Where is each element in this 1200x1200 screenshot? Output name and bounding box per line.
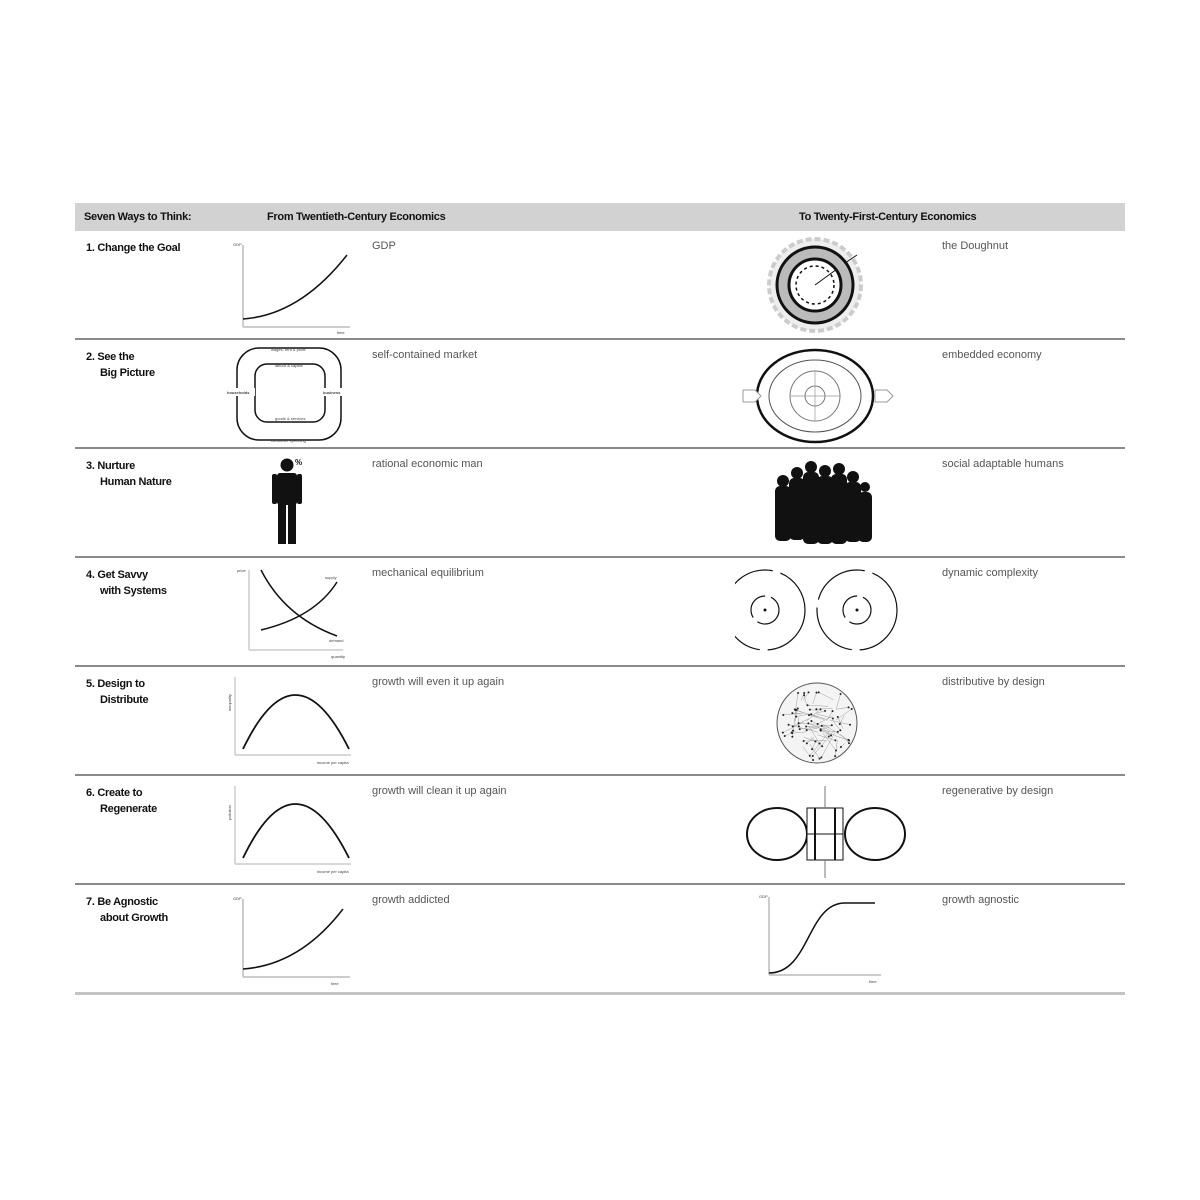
network-node: [809, 755, 811, 757]
network-node: [821, 745, 823, 747]
table-header: [75, 203, 1125, 231]
network-node: [851, 708, 853, 710]
bottom-inner-label: goods & services: [275, 416, 306, 421]
to-text: distributive by design: [942, 676, 1045, 688]
to-text: social adaptable humans: [942, 458, 1064, 470]
table-row: [75, 558, 1125, 667]
row-label: [86, 785, 157, 817]
network-node: [840, 746, 842, 748]
from-text: growth will even it up again: [372, 676, 505, 688]
network-node: [834, 739, 836, 741]
row-label: [86, 240, 180, 256]
network-node: [832, 710, 834, 712]
y-axis-label: price: [237, 568, 246, 573]
network-node: [792, 725, 794, 727]
x-axis-label: income per capita: [317, 760, 349, 765]
network-node: [812, 759, 814, 761]
table-row: [75, 340, 1125, 449]
to-text: embedded economy: [942, 349, 1042, 361]
y-axis-label: pollution: [227, 805, 232, 820]
network-node: [788, 724, 790, 726]
network-node: [792, 730, 794, 732]
network-node: [849, 724, 851, 726]
x-axis-label: time: [869, 979, 877, 984]
row-label-line2: Human Nature: [100, 476, 172, 488]
top-outer-label: wages, rent & profit: [271, 347, 306, 352]
network-node: [816, 692, 818, 694]
network-node: [848, 740, 850, 742]
row-label-line1: 2. See the: [86, 351, 135, 363]
network-node: [824, 710, 826, 712]
network-node: [807, 704, 809, 706]
row-label-line1: 7. Be Agnostic: [86, 896, 158, 908]
network-node: [820, 728, 822, 730]
embedded-economy-diagram: [735, 342, 925, 446]
feedback-loops-diagram: [735, 560, 925, 664]
network-node: [791, 732, 793, 734]
network-node: [819, 743, 821, 745]
business-label: business: [323, 390, 341, 395]
y-axis-label: inequality: [227, 694, 232, 711]
percent-symbol: %: [295, 458, 303, 467]
row-label-line1: 6. Create to: [86, 787, 143, 799]
supply-label: supply: [325, 575, 337, 580]
network-node: [808, 691, 810, 693]
network-node: [821, 725, 823, 727]
row-label-line2: with Systems: [100, 585, 167, 597]
network-node: [799, 728, 801, 730]
row-label-line1: 5. Design to: [86, 678, 145, 690]
network-sphere: [735, 669, 925, 773]
regenerative-butterfly-diagram: [735, 778, 925, 882]
network-node: [806, 742, 808, 744]
row-label: [86, 894, 168, 926]
network-node: [848, 706, 850, 708]
row-label-line2: Big Picture: [100, 367, 155, 379]
network-node: [808, 714, 810, 716]
to-text: growth agnostic: [942, 894, 1020, 906]
network-node: [797, 707, 799, 709]
network-node: [795, 716, 797, 718]
row-label: [86, 676, 148, 708]
table-row: [75, 667, 1125, 776]
network-node: [828, 736, 830, 738]
y-axis-label: GDP: [759, 894, 768, 899]
network-node: [848, 742, 850, 744]
row-label-line2: about Growth: [100, 912, 168, 924]
row-label: [86, 349, 155, 381]
from-text: growth addicted: [372, 894, 450, 906]
doughnut-diagram: [735, 233, 925, 337]
network-node: [806, 729, 808, 731]
to-text: regenerative by design: [942, 785, 1054, 797]
from-text: rational economic man: [372, 458, 483, 470]
row-label-line2: Regenerate: [100, 803, 157, 815]
y-axis-label: GDP: [233, 242, 242, 247]
network-node: [810, 720, 812, 722]
row-label: [86, 458, 172, 490]
environmental-kuznets-chart: [225, 780, 365, 882]
header-twentieth-century: From Twentieth-Century Economics: [267, 211, 446, 223]
x-axis-label: income per capita: [317, 869, 349, 874]
network-node: [819, 758, 821, 760]
economic-man-figure: [225, 453, 365, 555]
row-label: [86, 567, 167, 599]
row-label-line1: 3. Nurture: [86, 460, 135, 472]
network-node: [814, 740, 816, 742]
from-text: GDP: [372, 240, 396, 252]
network-node: [818, 691, 820, 693]
network-node: [803, 694, 805, 696]
network-node: [807, 722, 809, 724]
network-node: [791, 736, 793, 738]
network-node: [803, 740, 805, 742]
network-node: [817, 723, 819, 725]
network-node: [831, 724, 833, 726]
network-node: [820, 708, 822, 710]
network-node: [839, 729, 841, 731]
row-label-line2: Distribute: [100, 694, 149, 706]
network-node: [837, 731, 839, 733]
table-row: [75, 885, 1125, 995]
network-node: [798, 725, 800, 727]
x-axis-label: time: [331, 981, 339, 986]
kuznets-curve-chart: [225, 671, 365, 773]
network-node: [832, 717, 834, 719]
from-text: self-contained market: [372, 349, 478, 361]
network-node: [840, 693, 842, 695]
network-node: [835, 749, 837, 751]
to-text: the Doughnut: [942, 240, 1009, 252]
households-label: households: [227, 390, 250, 395]
network-node: [782, 732, 784, 734]
crowd-silhouette: [735, 451, 925, 555]
network-node: [811, 748, 813, 750]
network-node: [830, 734, 832, 736]
gdp-addicted-chart: [225, 889, 365, 991]
network-node: [812, 755, 814, 757]
header-twenty-first-century: To Twenty-First-Century Economics: [799, 211, 977, 223]
x-axis-label: quantity: [331, 654, 346, 659]
table-row: [75, 231, 1125, 340]
row-label-line1: 4. Get Savvy: [86, 569, 148, 581]
table-row: [75, 449, 1125, 558]
network-node: [782, 714, 784, 716]
network-node: [839, 723, 841, 725]
top-inner-label: labour & capital: [275, 363, 303, 368]
bottom-outer-label: consumer spending: [271, 438, 306, 443]
from-text: growth will clean it up again: [372, 785, 507, 797]
network-node: [815, 708, 817, 710]
network-node: [809, 709, 811, 711]
header-seven-ways: Seven Ways to Think:: [84, 211, 192, 223]
from-text: mechanical equilibrium: [372, 567, 484, 579]
gdp-growth-chart: [225, 235, 365, 337]
supply-demand-chart: [225, 562, 365, 664]
table-row: [75, 776, 1125, 885]
network-node: [784, 735, 786, 737]
network-node: [810, 713, 812, 715]
s-curve-chart: [735, 887, 925, 991]
y-axis-label: GDP: [233, 896, 242, 901]
network-node: [805, 726, 807, 728]
network-node: [797, 692, 799, 694]
network-node: [798, 722, 800, 724]
row-label-line1: 1. Change the Goal: [86, 242, 181, 254]
network-node: [837, 716, 839, 718]
network-node: [803, 692, 805, 694]
circular-flow-diagram: [225, 344, 365, 446]
demand-label: demand: [329, 638, 344, 643]
network-node: [834, 755, 836, 757]
network-node: [791, 712, 793, 714]
to-text: dynamic complexity: [942, 567, 1038, 579]
network-node: [794, 708, 796, 710]
x-axis-label: time: [337, 330, 345, 335]
network-node: [820, 756, 822, 758]
seven-ways-table: [75, 203, 1125, 995]
